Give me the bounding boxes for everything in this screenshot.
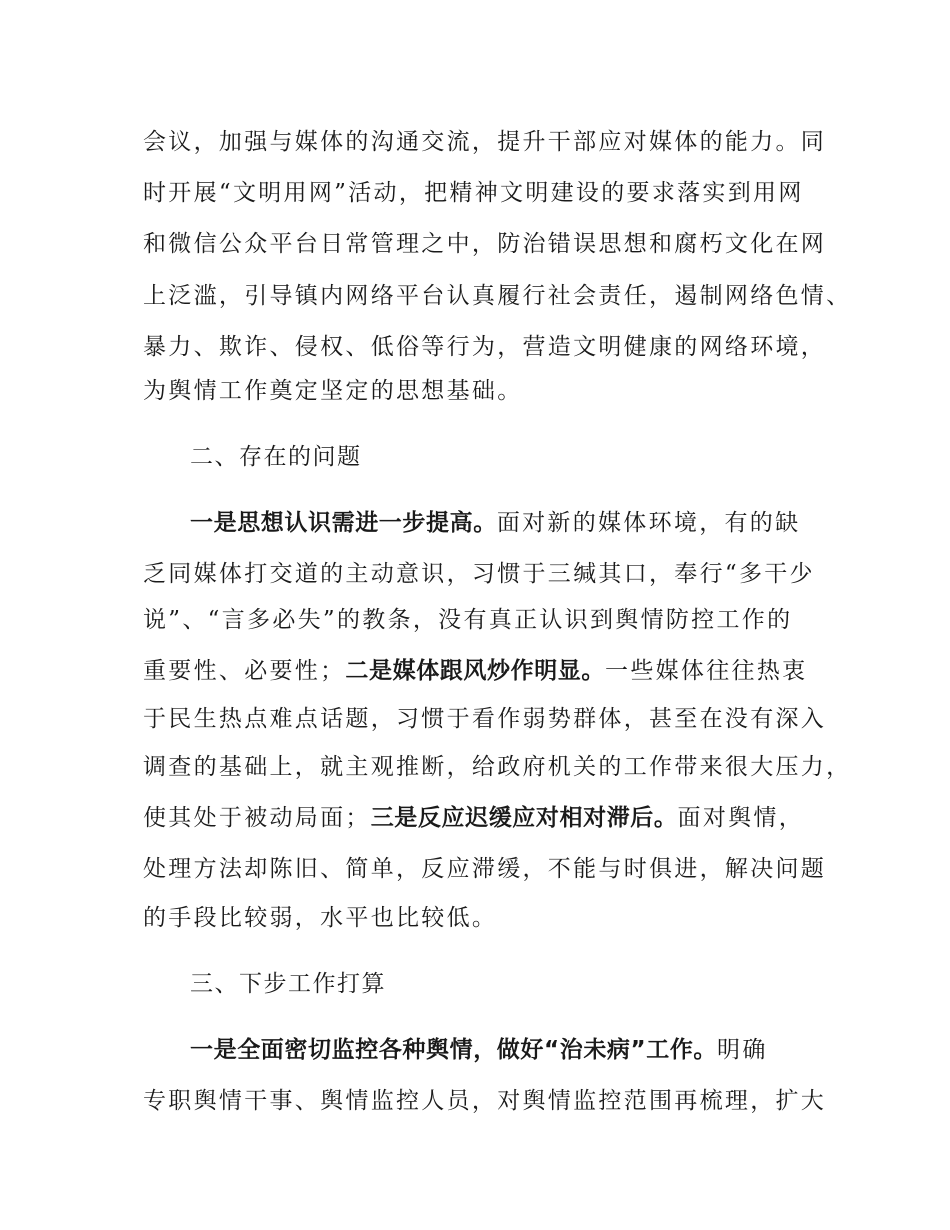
line-text: 面对新的媒体环境，有的缺 bbox=[496, 510, 801, 536]
paragraph-line: 和微信公众平台日常管理之中，防治错误思想和腐朽文化在网 bbox=[143, 231, 827, 257]
section-heading-next-steps: 三、下步工作打算 bbox=[190, 971, 386, 997]
bold-lead-point-3: 三是反应迟缓应对相对滞后。 bbox=[370, 805, 678, 831]
paragraph-line: 专职舆情干事、舆情监控人员，对舆情监控范围再梳理，扩大 bbox=[143, 1088, 827, 1114]
section-heading-problems: 二、存在的问题 bbox=[190, 444, 362, 470]
bold-lead-point-1: 一是思想认识需进一步提高。 bbox=[190, 510, 497, 536]
paragraph-line bbox=[190, 508, 800, 538]
line-text: 面对舆情， bbox=[677, 805, 805, 831]
paragraph-line: 乏同媒体打交道的主动意识，习惯于三缄其口，奉行“多干少 bbox=[143, 561, 815, 587]
line-text: 一些媒体往往热衷 bbox=[605, 658, 808, 684]
paragraph-line bbox=[143, 803, 804, 833]
line-text: 明确 bbox=[717, 1037, 768, 1063]
bold-lead-point-next-1: 一是全面密切监控各种舆情，做好“治未病”工作。 bbox=[190, 1037, 718, 1063]
paragraph-line: 时开展“文明用网”活动，把精神文明建设的要求落实到用网 bbox=[143, 180, 804, 206]
paragraph-line: 说”、“言多必失”的教条，没有真正认识到舆情防控工作的 bbox=[143, 607, 793, 633]
line-text: 重要性、必要性； bbox=[143, 658, 346, 684]
paragraph-line: 会议，加强与媒体的沟通交流，提升干部应对媒体的能力。同 bbox=[143, 129, 827, 155]
paragraph-line: 处理方法却陈旧、简单，反应滞缓，不能与时俱进，解决问题 bbox=[143, 856, 827, 882]
line-text: 使其处于被动局面； bbox=[143, 805, 371, 831]
paragraph-line: 为舆情工作奠定坚定的思想基础。 bbox=[143, 378, 523, 404]
paragraph-line: 的手段比较弱，水平也比较低。 bbox=[143, 905, 498, 931]
paragraph-line bbox=[190, 1035, 768, 1065]
bold-lead-point-2: 二是媒体跟风炒作明显。 bbox=[345, 658, 606, 684]
paragraph-line: 于民生热点难点话题，习惯于看作弱势群体，甚至在没有深入 bbox=[143, 706, 827, 732]
paragraph-line: 上泛滥，引导镇内网络平台认真履行社会责任，遏制网络色情、 bbox=[143, 283, 852, 309]
paragraph-line: 调查的基础上，就主观推断，给政府机关的工作带来很大压力， bbox=[143, 754, 852, 780]
paragraph-line bbox=[143, 656, 807, 686]
paragraph-line: 暴力、欺诈、侵权、低俗等行为，营造文明健康的网络环境， bbox=[143, 334, 827, 360]
